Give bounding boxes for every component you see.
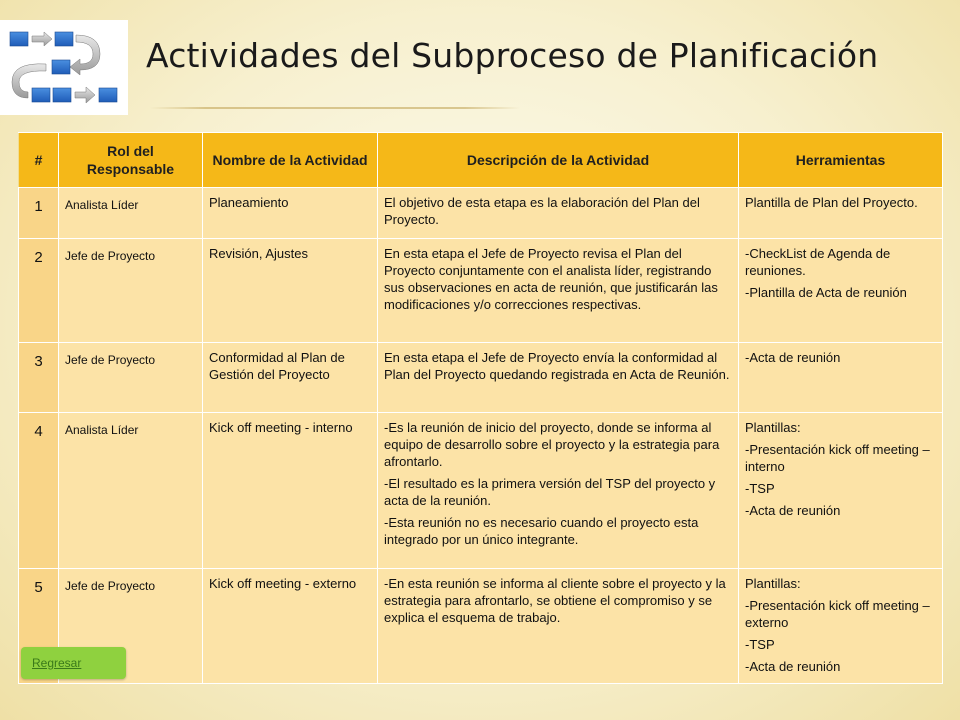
process-flow-icon — [0, 20, 128, 115]
descripcion-text: En esta etapa el Jefe de Proyecto revisa el Plan del Proyecto conjuntamente con el analista líder, registrando sus observaciones en acta de reunión, que justificarán las modificaciones y/o correcciones respectivas. — [384, 246, 718, 312]
row-descripcion — [378, 413, 739, 569]
herramienta-item: -Presentación kick off meeting – externo — [745, 598, 930, 630]
row-herramientas — [739, 239, 943, 343]
row-rol: Jefe de Proyecto — [59, 343, 203, 413]
row-nombre: Kick off meeting - externo — [203, 569, 378, 684]
row-rol: Jefe de Proyecto — [59, 569, 203, 684]
descripcion-text: En esta etapa el Jefe de Proyecto envía la conformidad al Plan del Proyecto quedando registrada en Acta de Reunión. — [384, 350, 730, 382]
table-row — [19, 343, 943, 413]
header-num: # — [19, 133, 59, 188]
herramienta-item: Plantillas: — [745, 576, 801, 591]
row-number: 1 — [19, 188, 59, 239]
activities-table — [18, 132, 943, 684]
row-descripcion — [378, 343, 739, 413]
table-row — [19, 239, 943, 343]
title-underline — [150, 107, 520, 109]
row-herramientas — [739, 343, 943, 413]
row-descripcion — [378, 239, 739, 343]
row-descripcion — [378, 569, 739, 684]
header-rol: Rol del Responsable — [59, 133, 203, 188]
row-herramientas — [739, 413, 943, 569]
herramienta-item: -Acta de reunión — [745, 659, 841, 674]
row-nombre: Planeamiento — [203, 188, 378, 239]
herramienta-item: -Acta de reunión — [745, 350, 841, 365]
table-row — [19, 413, 943, 569]
header-herramientas: Herramientas — [739, 133, 943, 188]
herramienta-item: -TSP — [745, 637, 775, 652]
descripcion-text: -Es la reunión de inicio del proyecto, donde se informa al equipo de desarrollo sobre el proyecto y la estrategia para afrontarlo. — [384, 420, 720, 469]
row-number: 4 — [19, 413, 59, 569]
slide-title: Actividades del Subproceso de Planificación — [146, 36, 879, 75]
regresar-button[interactable]: Regresar — [21, 647, 126, 679]
row-number: 3 — [19, 343, 59, 413]
herramienta-item: -CheckList de Agenda de reuniones. — [745, 246, 891, 278]
descripcion-text: El objetivo de esta etapa es la elaboración del Plan del Proyecto. — [384, 195, 700, 227]
table-header-row — [19, 133, 943, 188]
herramienta-item: -Presentación kick off meeting – interno — [745, 442, 930, 474]
row-descripcion — [378, 188, 739, 239]
row-rol: Jefe de Proyecto — [59, 239, 203, 343]
descripcion-text: -Esta reunión no es necesario cuando el proyecto esta integrado por un único integrante. — [384, 515, 699, 547]
header-nombre: Nombre de la Actividad — [203, 133, 378, 188]
descripcion-text: -El resultado es la primera versión del TSP del proyecto y acta de la reunión. — [384, 476, 716, 508]
herramienta-item: -Plantilla de Acta de reunión — [745, 285, 907, 300]
row-herramientas — [739, 188, 943, 239]
row-nombre: Conformidad al Plan de Gestión del Proyecto — [203, 343, 378, 413]
descripcion-text: -En esta reunión se informa al cliente sobre el proyecto y la estrategia para afrontarlo, se obtiene el compromiso y se explica el esquema de trabajo. — [384, 576, 726, 625]
row-number: 5 — [19, 569, 59, 684]
row-nombre: Kick off meeting - interno — [203, 413, 378, 569]
row-rol: Analista Líder — [59, 188, 203, 239]
row-number: 2 — [19, 239, 59, 343]
herramienta-item: -Acta de reunión — [745, 503, 841, 518]
table-row — [19, 188, 943, 239]
herramienta-item: Plantillas: — [745, 420, 801, 435]
row-rol: Analista Líder — [59, 413, 203, 569]
table-row — [19, 569, 943, 684]
row-nombre: Revisión, Ajustes — [203, 239, 378, 343]
row-herramientas — [739, 569, 943, 684]
header-descripcion: Descripción de la Actividad — [378, 133, 739, 188]
herramienta-item: Plantilla de Plan del Proyecto. — [745, 195, 918, 210]
herramienta-item: -TSP — [745, 481, 775, 496]
